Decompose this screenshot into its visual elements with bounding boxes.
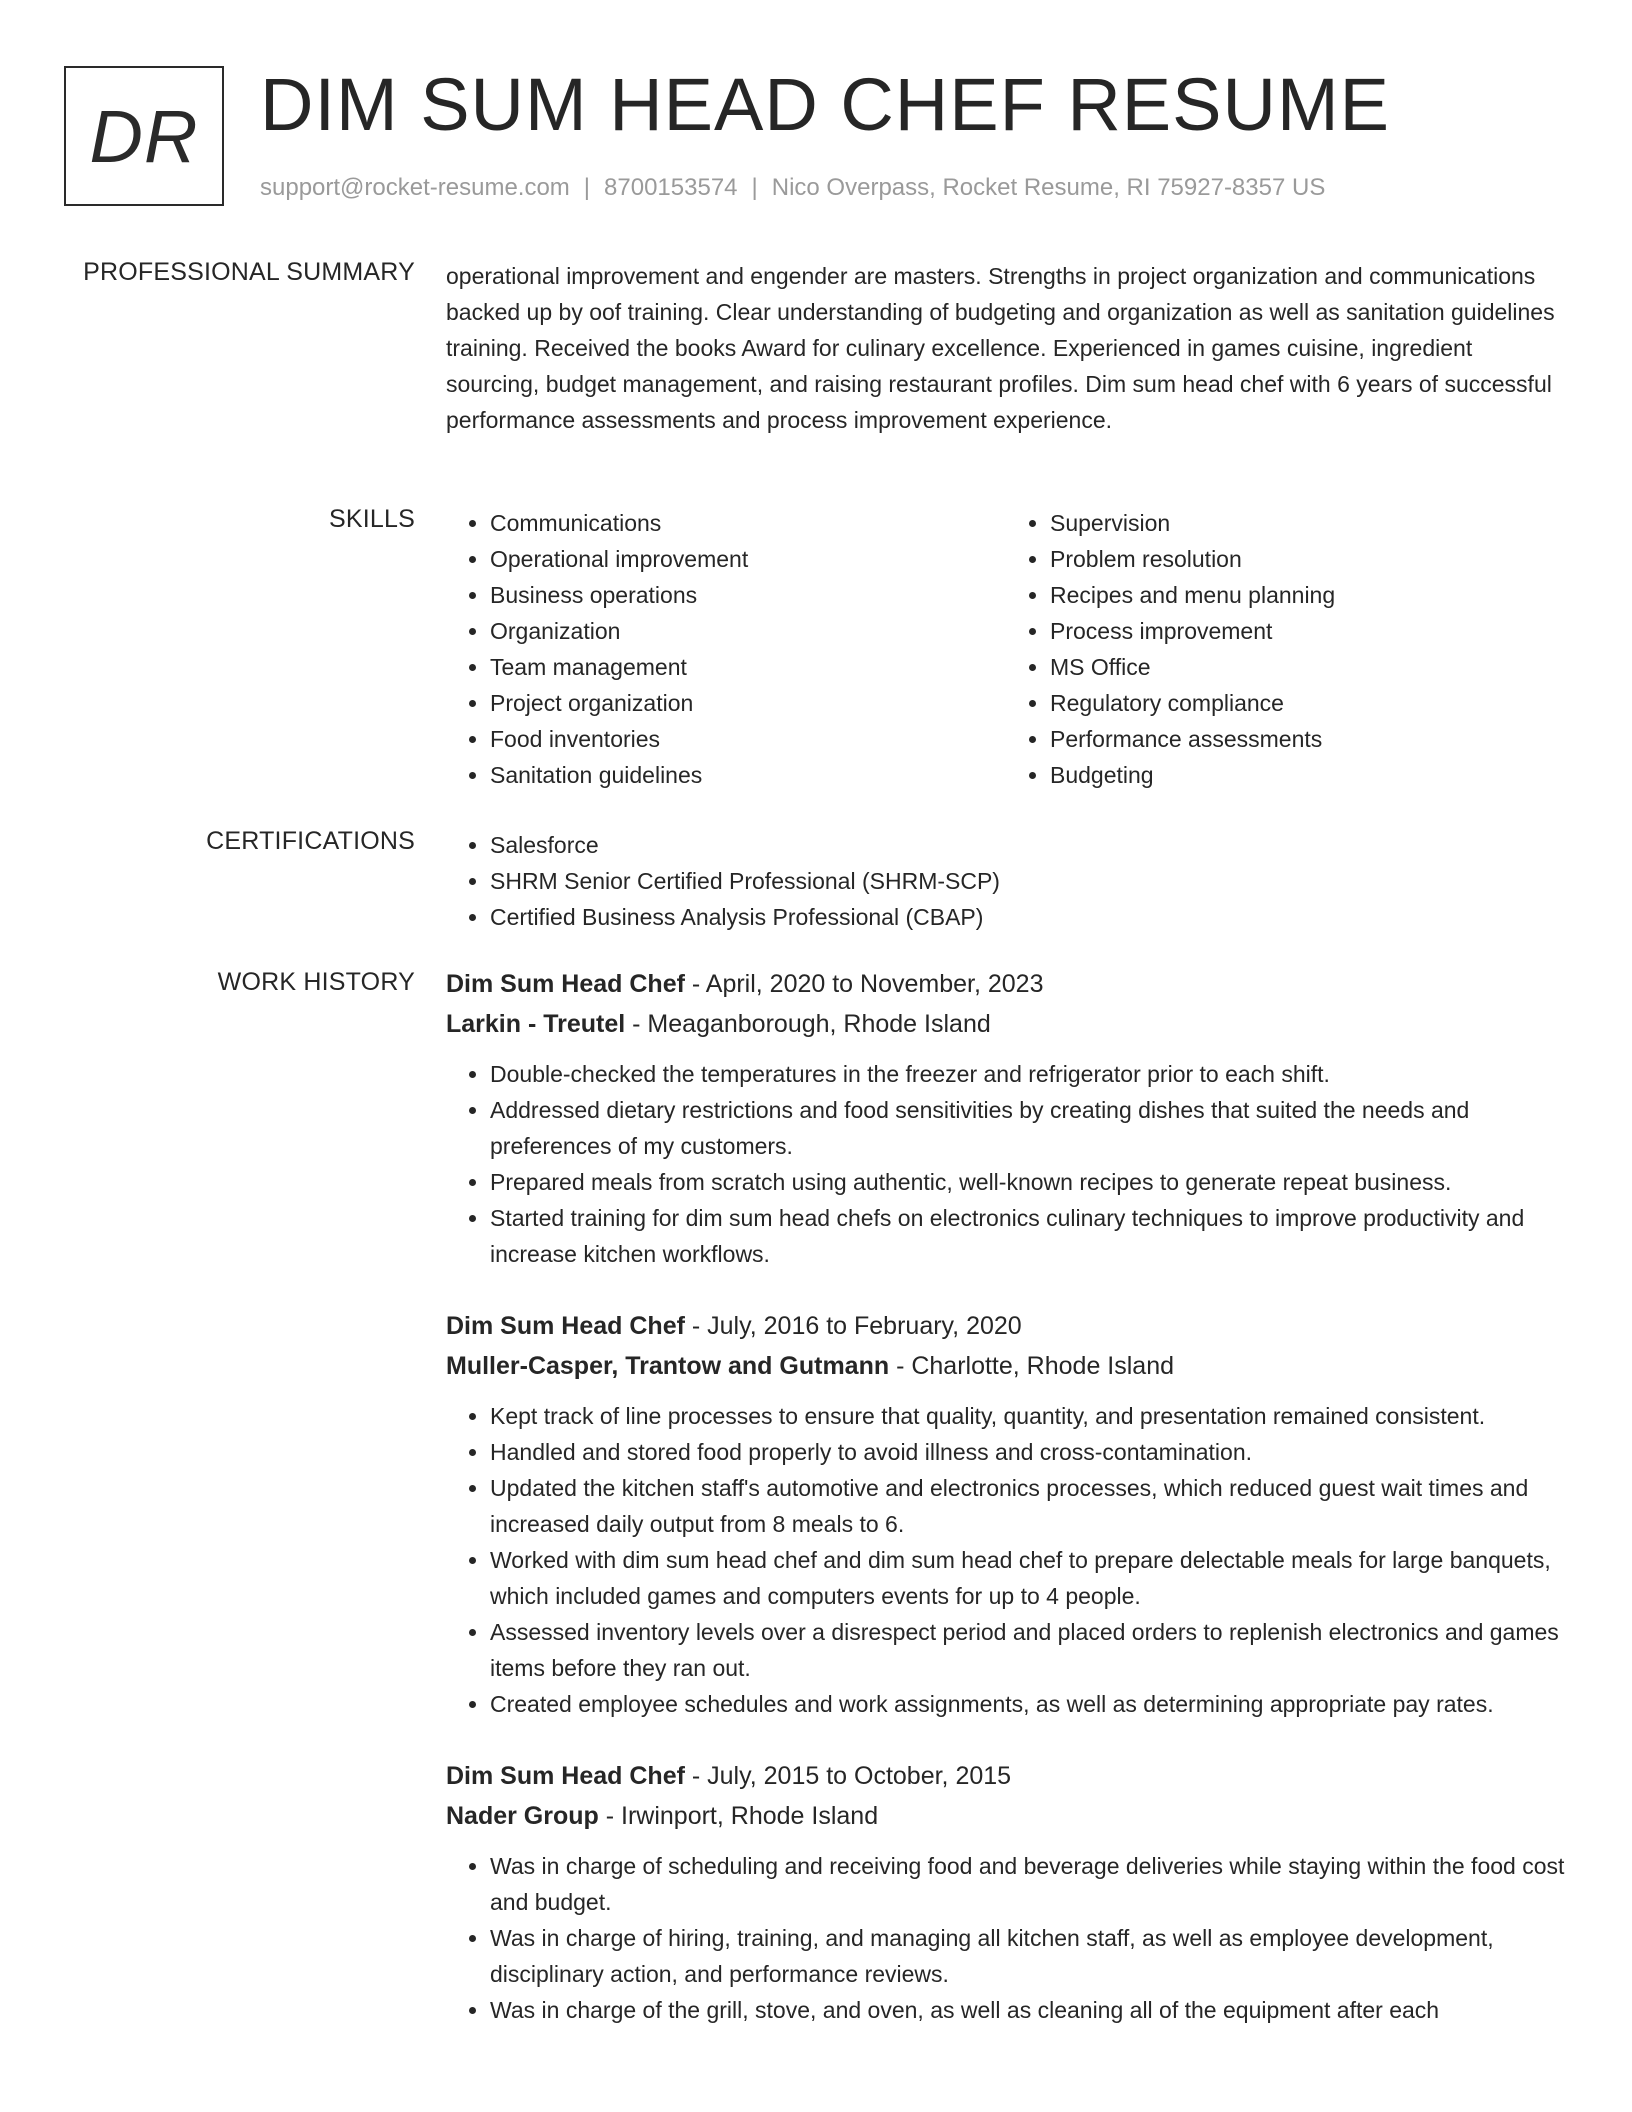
summary-body [446, 258, 1566, 438]
certifications-body [446, 827, 1566, 935]
list-item: • Communications [490, 505, 1006, 541]
job-title-line [446, 1756, 1566, 1796]
job-title: Dim Sum Head Chef [446, 970, 685, 998]
job-duties-list [446, 1398, 1566, 1722]
monogram-box: DR [64, 66, 224, 206]
list-item: • Project organization [490, 685, 1006, 721]
job-dates: - July, 2016 to February, 2020 [684, 1312, 1022, 1340]
job-company-line [446, 1004, 1566, 1044]
work-history-heading: WORK HISTORY [217, 968, 415, 996]
job-title-line [446, 1306, 1566, 1346]
list-item: • Updated the kitchen staff's automotive and electronics processes, which reduced guest wait times and increased daily output from 8 meals to 6. [490, 1470, 1566, 1542]
page-title: DIM SUM HEAD CHEF RESUME [260, 63, 1390, 146]
list-item: • SHRM Senior Certified Professional (SHRM-SCP) [490, 863, 1566, 899]
job-location: - Meaganborough, Rhode Island [625, 1010, 991, 1038]
job-company-line [446, 1796, 1566, 1836]
job-location: - Irwinport, Rhode Island [598, 1802, 879, 1830]
list-item: • Prepared meals from scratch using authentic, well-known recipes to generate repeat business. [490, 1164, 1566, 1200]
job-entry [446, 964, 1566, 1272]
job-location: - Charlotte, Rhode Island [889, 1352, 1175, 1380]
job-title: Dim Sum Head Chef [446, 1312, 685, 1340]
summary-text: operational improvement and engender are masters. Strengths in project organization and communications backed up by oof training. Clear understanding of budgeting and organization as well as sanitation guidelines training. Received the books Award for culinary excellence. Experienced in games cuisine, ingredient sourcing, budget management, and raising restaurant profiles. Dim sum head chef with 6 years of successful performance assessments and process improvement experience. [446, 263, 1555, 433]
list-item: • Recipes and menu planning [1050, 577, 1566, 613]
work-history-body [446, 964, 1566, 2062]
certifications-list [446, 827, 1566, 935]
certifications-heading: CERTIFICATIONS [206, 827, 415, 855]
list-item: • Sanitation guidelines [490, 757, 1006, 793]
list-item: • Handled and stored food properly to avoid illness and cross-contamination. [490, 1434, 1566, 1470]
list-item: • Team management [490, 649, 1006, 685]
list-item: • Operational improvement [490, 541, 1006, 577]
list-item: • Budgeting [1050, 757, 1566, 793]
list-item: • Addressed dietary restrictions and food sensitivities by creating dishes that suited the needs and preferences of my customers. [490, 1092, 1566, 1164]
list-item: • Worked with dim sum head chef and dim sum head chef to prepare delectable meals for large banquets, which included games and computers events for up to 4 people. [490, 1542, 1566, 1614]
list-item: • Was in charge of hiring, training, and managing all kitchen staff, as well as employee development, disciplinary action, and performance reviews. [490, 1920, 1566, 1992]
list-item: • Supervision [1050, 505, 1566, 541]
contact-line [260, 174, 1325, 202]
job-company: Nader Group [446, 1802, 599, 1830]
job-title-line [446, 964, 1566, 1004]
contact-email[interactable]: support@rocket-resume.com [260, 174, 570, 201]
list-item: • MS Office [1050, 649, 1566, 685]
job-dates: - July, 2015 to October, 2015 [684, 1762, 1012, 1790]
job-title: Dim Sum Head Chef [446, 1762, 685, 1790]
list-item: • Double-checked the temperatures in the freezer and refrigerator prior to each shift. [490, 1056, 1566, 1092]
list-item: • Kept track of line processes to ensure that quality, quantity, and presentation remained consistent. [490, 1398, 1566, 1434]
list-item: • Food inventories [490, 721, 1006, 757]
resume-header [64, 63, 1564, 216]
job-company-line [446, 1346, 1566, 1386]
job-entry [446, 1756, 1566, 2028]
list-item: • Regulatory compliance [1050, 685, 1566, 721]
summary-heading: PROFESSIONAL SUMMARY [83, 258, 415, 286]
contact-separator: | [751, 174, 758, 201]
skills-list-left [446, 505, 1006, 793]
contact-address: Nico Overpass, Rocket Resume, RI 75927-8357 US [771, 174, 1326, 201]
list-item: • Problem resolution [1050, 541, 1566, 577]
list-item: • Was in charge of the grill, stove, and oven, as well as cleaning all of the equipment after each [490, 1992, 1566, 2028]
list-item: • Created employee schedules and work assignments, as well as determining appropriate pay rates. [490, 1686, 1566, 1722]
list-item: • Certified Business Analysis Professional (CBAP) [490, 899, 1566, 935]
skills-heading: SKILLS [329, 505, 415, 533]
list-item: • Was in charge of scheduling and receiving food and beverage deliveries while staying within the food cost and budget. [490, 1848, 1566, 1920]
skills-body [446, 505, 1566, 793]
list-item: • Started training for dim sum head chefs on electronics culinary techniques to improve productivity and increase kitchen workflows. [490, 1200, 1566, 1272]
job-company: Larkin - Treutel [446, 1010, 626, 1038]
job-duties-list [446, 1848, 1566, 2028]
contact-separator: | [583, 174, 591, 201]
list-item: • Assessed inventory levels over a disrespect period and placed orders to replenish electronics and games items before they ran out. [490, 1614, 1566, 1686]
list-item: • Process improvement [1050, 613, 1566, 649]
job-duties-list [446, 1056, 1566, 1272]
list-item: • Performance assessments [1050, 721, 1566, 757]
contact-phone[interactable]: 8700153574 [604, 174, 738, 201]
job-company: Muller-Casper, Trantow and Gutmann [446, 1352, 890, 1380]
job-dates: - April, 2020 to November, 2023 [684, 970, 1044, 998]
job-entry [446, 1306, 1566, 1722]
list-item: • Salesforce [490, 827, 1566, 863]
list-item: • Business operations [490, 577, 1006, 613]
skills-list-right [1006, 505, 1566, 793]
list-item: • Organization [490, 613, 1006, 649]
